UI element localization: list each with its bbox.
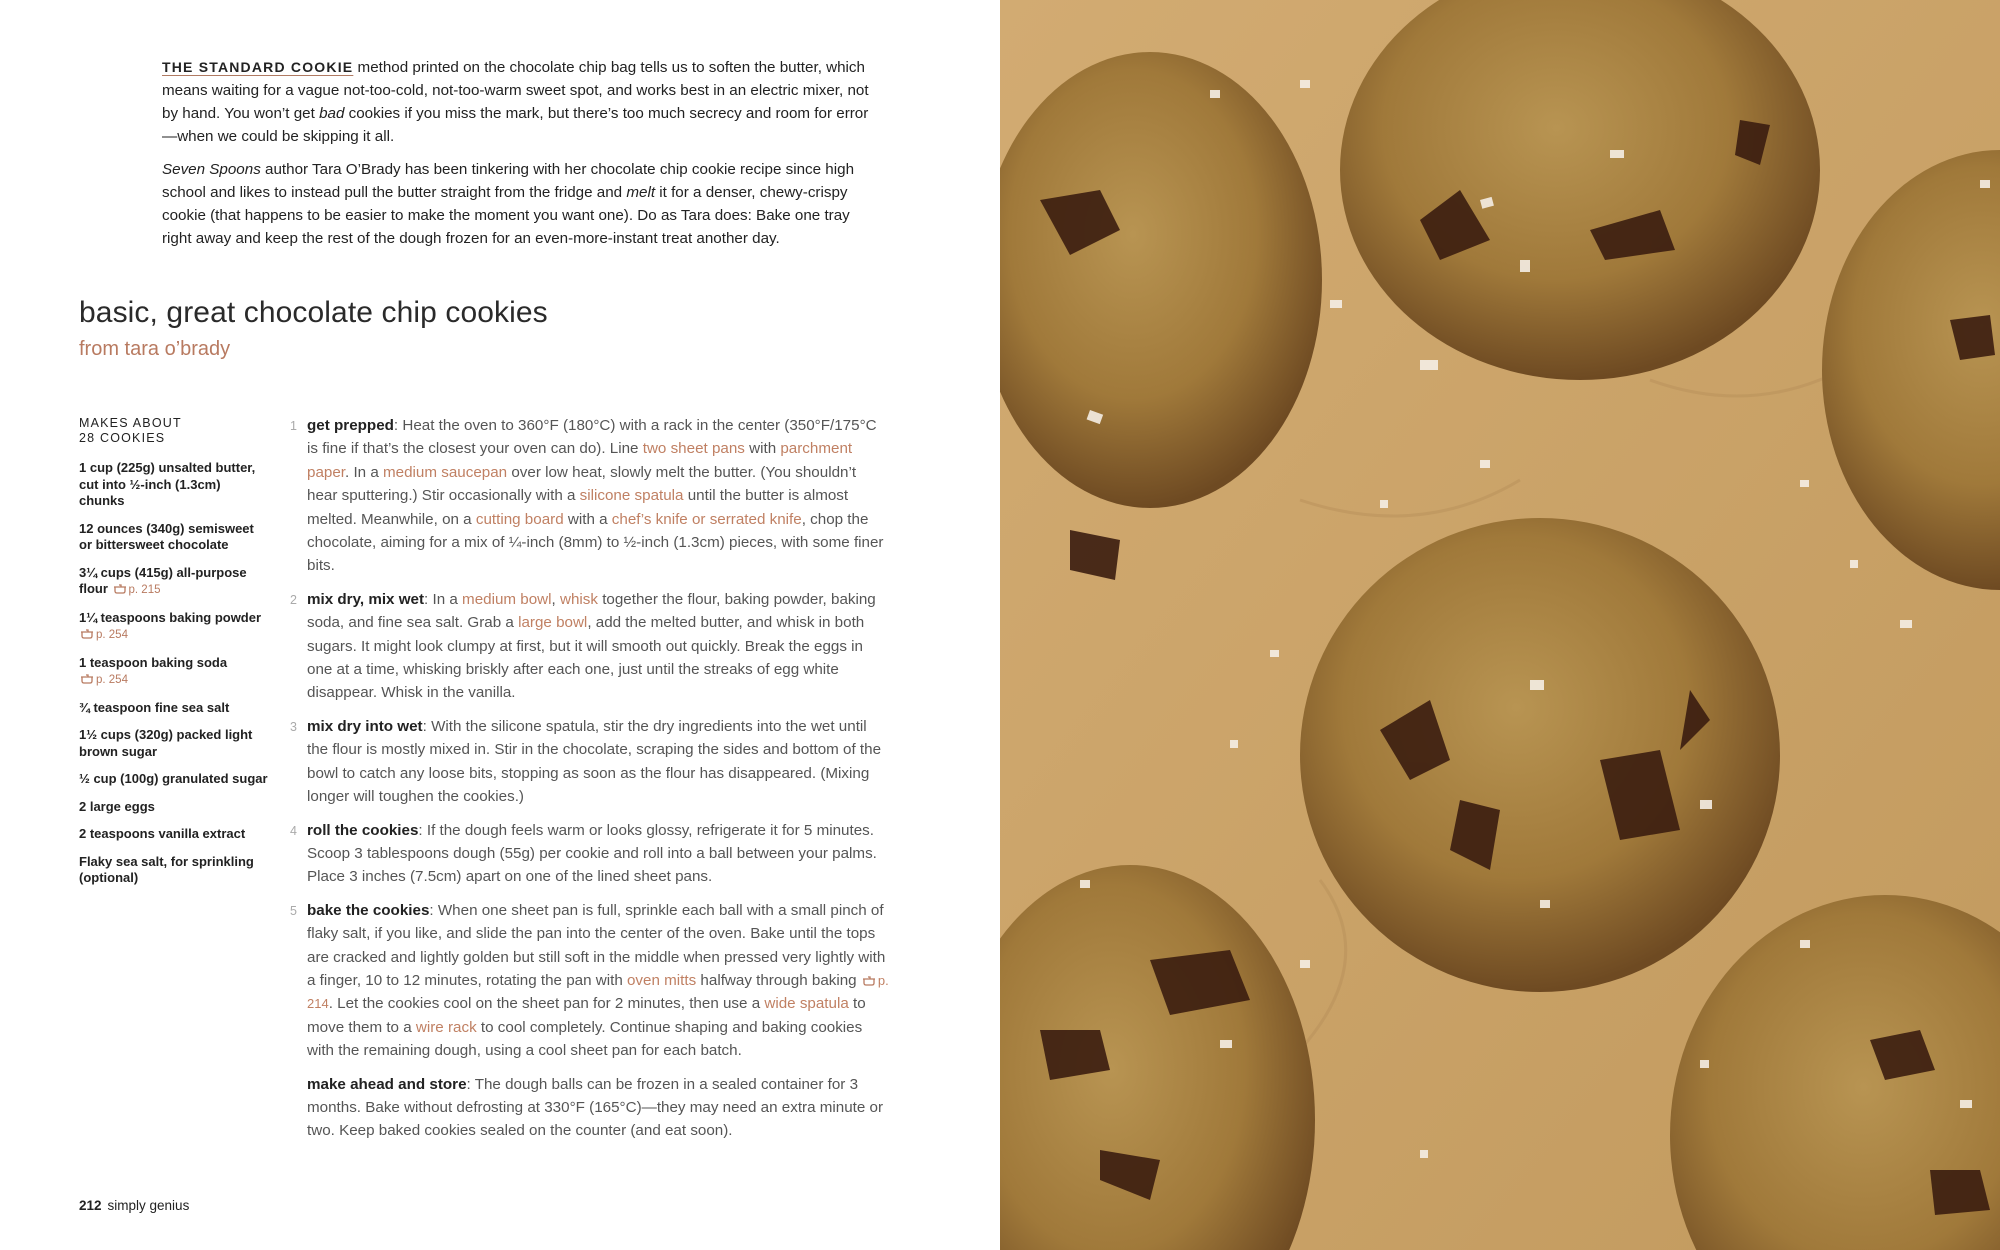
equipment-link[interactable]: two sheet pans bbox=[642, 440, 745, 458]
intro-emphasis: melt bbox=[626, 184, 656, 201]
ingredient-item: 1½ cups (320g) packed light brown sugar bbox=[79, 727, 253, 759]
step-heading: bake the cookies bbox=[307, 901, 430, 919]
equipment-link[interactable]: whisk bbox=[559, 590, 598, 608]
ingredient-text: 1¼ teaspoons baking powder bbox=[79, 609, 262, 625]
step-heading: mix dry, mix wet bbox=[307, 590, 425, 608]
pot-icon bbox=[863, 976, 875, 986]
ingredient-item: 2 teaspoons vanilla extract bbox=[79, 826, 246, 841]
step-heading: roll the cookies bbox=[307, 821, 419, 839]
step-text: : The dough balls can be frozen in a sealed container for 3 months. Bake without defrosting at 330°F (165°C)—they may need an extra minute or two. Keep baked cookies sealed on the counter (and eat soon). bbox=[307, 1075, 884, 1140]
recipe-title: basic, great chocolate chip cookies bbox=[79, 296, 548, 329]
pot-icon bbox=[81, 629, 93, 639]
step-heading: make ahead and store bbox=[307, 1075, 467, 1093]
intro-text-span: cookies if you miss the mark, but there’s too much secrecy and room for error—when we could be skipping it all. bbox=[162, 105, 869, 145]
page-number: 212 bbox=[79, 1198, 102, 1213]
cookie-photo bbox=[1000, 0, 2000, 1250]
step-text: to move them to a bbox=[307, 995, 866, 1036]
ingredient-text: 1 teaspoon baking soda bbox=[79, 654, 228, 670]
page-reference[interactable] bbox=[79, 629, 128, 641]
ingredient-item bbox=[79, 565, 269, 599]
step-text: . In a bbox=[345, 463, 384, 481]
step-1 bbox=[290, 414, 890, 578]
step-2 bbox=[290, 588, 890, 705]
intro-text-span: author Tara O’Brady has been tinkering with her chocolate chip cookie recipe since high school and likes to instead pull the butter straight from the fridge and bbox=[162, 161, 855, 201]
yield bbox=[79, 416, 269, 446]
equipment-link[interactable]: medium saucepan bbox=[383, 463, 508, 481]
recipe-attribution: from tara o’brady bbox=[79, 338, 231, 360]
step-text: , chop the chocolate, aiming for a mix of ¼-inch (8mm) to ½-inch (1.3cm) pieces, with some finer bits. bbox=[307, 510, 884, 575]
pot-icon bbox=[81, 674, 93, 684]
page-reference[interactable] bbox=[112, 584, 161, 596]
step-heading: mix dry into wet bbox=[307, 717, 423, 735]
book-name: simply genius bbox=[107, 1198, 190, 1213]
yield-line: 28 COOKIES bbox=[79, 431, 166, 445]
step-number: 4 bbox=[290, 823, 297, 838]
intro-lead: THE STANDARD COOKIE bbox=[162, 59, 354, 75]
ingredient-text: 3¼ cups (415g) all-purpose flour bbox=[79, 564, 247, 596]
ingredient-item: Flaky sea salt, for sprinkling (optional) bbox=[79, 853, 254, 885]
book-title: Seven Spoons bbox=[162, 161, 261, 178]
equipment-link[interactable]: cutting board bbox=[475, 510, 564, 528]
ingredient-item: 2 large eggs bbox=[79, 798, 155, 814]
step-text: until the butter is almost melted. Meanwhile, on a bbox=[307, 487, 849, 528]
page-reference-text: p. 215 bbox=[128, 584, 161, 596]
intro-paragraph-2 bbox=[162, 158, 882, 250]
ingredients-list bbox=[79, 416, 269, 898]
step-5 bbox=[290, 899, 890, 1063]
equipment-link[interactable]: parchment paper bbox=[307, 440, 853, 481]
step-number: 2 bbox=[290, 592, 297, 607]
step-text: with bbox=[744, 440, 781, 458]
ingredient-item: ¾ teaspoon fine sea salt bbox=[79, 699, 230, 715]
page-reference[interactable] bbox=[79, 674, 128, 686]
step-text: to cool completely. Continue shaping and baking cookies with the remaining dough, using a cool sheet pan for each batch. bbox=[307, 1018, 863, 1060]
step-text: , bbox=[551, 590, 560, 608]
step-number: 1 bbox=[290, 419, 297, 433]
equipment-link[interactable]: large bowl bbox=[518, 614, 588, 632]
ingredient-item bbox=[79, 655, 269, 689]
yield-line: MAKES ABOUT bbox=[79, 416, 182, 430]
step-text: : When one sheet pan is full, sprinkle each ball with a small pinch of flaky salt, if you like, and slide the pan into the center of the oven. Bake until the tops are cracked and lightly golden but still soft in the middle when pressed very lightly with a finger, 10 to 12 minutes, rotating the pan with bbox=[307, 901, 886, 989]
equipment-link[interactable]: silicone spatula bbox=[579, 487, 684, 505]
equipment-link[interactable]: chef’s knife or serrated knife bbox=[611, 510, 802, 528]
ingredient-item bbox=[79, 610, 269, 644]
equipment-link[interactable]: oven mitts bbox=[626, 971, 697, 989]
cookie-photo-art bbox=[1000, 0, 2000, 1250]
intro-text-span: it for a denser, chewy-crispy cookie (that happens to be easier to make the moment you want one). Do as Tara does: Bake one tray right away and keep the rest of the dough frozen for an even-more-instant treat another day. bbox=[162, 184, 850, 247]
intro-paragraph-1 bbox=[162, 56, 882, 148]
ingredient-item: 12 ounces (340g) semisweet or bittersweet chocolate bbox=[79, 520, 254, 552]
step-text: halfway through baking bbox=[696, 971, 861, 989]
equipment-link[interactable]: medium bowl bbox=[462, 590, 552, 608]
make-ahead-note bbox=[290, 1073, 890, 1143]
ingredient-item: ½ cup (100g) granulated sugar bbox=[79, 771, 268, 786]
method-steps bbox=[290, 414, 890, 1153]
page-reference-text: p. 254 bbox=[96, 629, 128, 641]
step-text: with a bbox=[563, 510, 612, 528]
equipment-link[interactable]: wire rack bbox=[415, 1018, 477, 1036]
step-text: : If the dough feels warm or looks glossy, refrigerate it for 5 minutes. Scoop 3 tablespoons dough (55g) per cookie and roll into a ball between your palms. Place 3 inches (7.5cm) apart on one of the lined sheet pans. bbox=[307, 821, 877, 886]
step-text: . Let the cookies cool on the sheet pan for 2 minutes, then use a bbox=[328, 995, 765, 1013]
equipment-link[interactable]: wide spatula bbox=[764, 995, 849, 1013]
ingredient-item: 1 cup (225g) unsalted butter, cut into ½-inch (1.3cm) chunks bbox=[79, 460, 256, 508]
step-text: , add the melted butter, and whisk in both sugars. It might look clumpy at first, but it will smooth out quickly. Break the eggs in one at a time, whisking briskly after each one, just until the streaks of egg white disappear. Whisk in the vanilla. bbox=[307, 614, 865, 702]
step-text: : In a bbox=[424, 590, 463, 608]
step-text: together the flour, baking powder, baking soda, and fine sea salt. Grab a bbox=[307, 590, 876, 632]
step-3 bbox=[290, 715, 890, 809]
step-number: 3 bbox=[290, 719, 297, 734]
step-number: 5 bbox=[290, 903, 297, 918]
step-heading: get prepped bbox=[307, 417, 394, 434]
step-text: : With the silicone spatula, stir the dry ingredients into the wet until the flour is mostly mixed in. Stir in the chocolate, scraping the sides and bottom of the bowl to catch any loose bits, stopping as soon as the flour has disappeared. (Mixing longer will toughen the cookies.) bbox=[307, 717, 882, 806]
page-footer bbox=[79, 1198, 189, 1213]
step-text: over low heat, slowly melt the butter. (You shouldn’t hear sputtering.) Stir occasionally with a bbox=[307, 463, 857, 505]
page-reference-text: p. 254 bbox=[96, 674, 128, 686]
intro-text-span: method printed on the chocolate chip bag tells us to soften the butter, which means waiting for a vague not-too-cold, not-too-warm sweet spot, and works best in an electric mixer, not by hand. You won’t get bbox=[162, 59, 869, 122]
page-reference-text: p. 214 bbox=[307, 972, 889, 1012]
pot-icon bbox=[114, 584, 126, 594]
intro-emphasis: bad bbox=[319, 105, 345, 122]
intro-text bbox=[162, 56, 882, 260]
step-text: : Heat the oven to 360°F (180°C) with a rack in the center (350°F/175°C is fine if that’s the closest your oven can do). Line bbox=[307, 417, 877, 458]
step-4 bbox=[290, 819, 890, 889]
